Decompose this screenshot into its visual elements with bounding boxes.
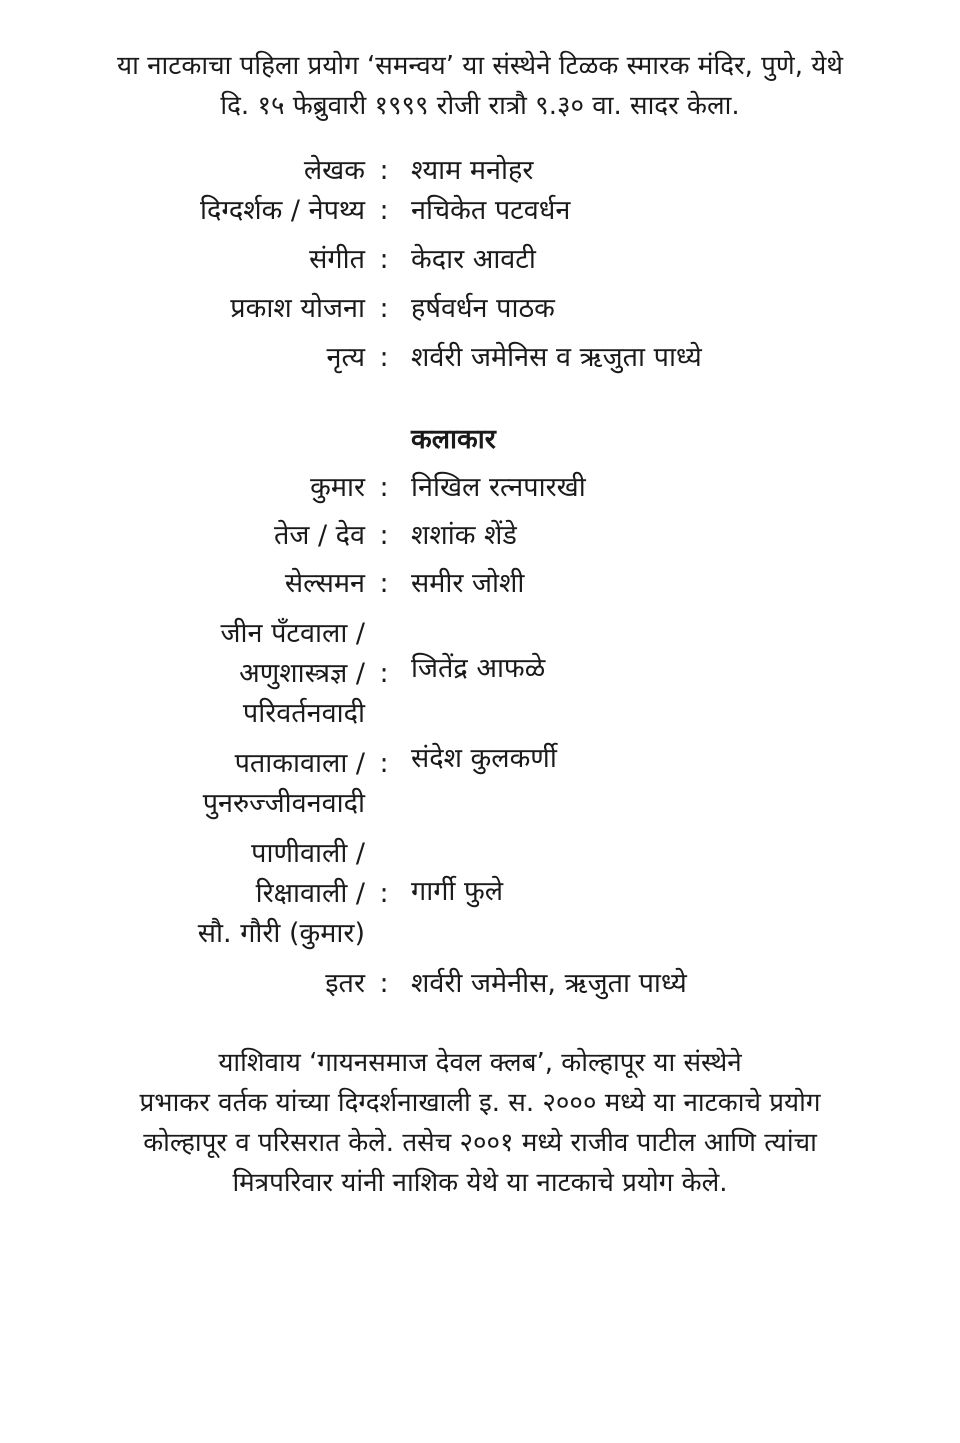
cast-row xyxy=(0,834,960,954)
cast-name: गार्गी फुले xyxy=(411,876,504,907)
intro-line-1: या नाटकाचा पहिला प्रयोग ‘समन्वय’ या संस्थेने टिळक स्मारक मंदिर, पुणे, येथे xyxy=(117,51,843,81)
credit-role: लेखक xyxy=(303,155,365,186)
credit-colon: : xyxy=(379,342,389,373)
cast-colon: : xyxy=(379,472,389,503)
cast-colon: : xyxy=(379,568,389,599)
cast-role: इतर xyxy=(325,968,365,999)
cast-role-line: अणुशास्त्रज्ञ / xyxy=(239,658,365,689)
cast-colon: : xyxy=(379,878,389,909)
cast-role-line: सौ. गौरी (कुमार) xyxy=(197,918,365,949)
outro-line-2: प्रभाकर वर्तक यांच्या दिग्दर्शनाखाली इ. स. २००० मध्ये या नाटकाचे प्रयोग xyxy=(139,1088,821,1118)
credit-role: प्रकाश योजना xyxy=(230,293,365,324)
credit-role: दिग्दर्शक / नेपथ्य xyxy=(199,195,365,226)
cast-colon: : xyxy=(379,520,389,551)
credit-row xyxy=(0,151,960,191)
credit-name: हर्षवर्धन पाठक xyxy=(411,293,555,324)
cast-role-line: जीन पँटवाला / xyxy=(220,618,365,649)
credit-row xyxy=(0,240,960,280)
cast-role: तेज / देव xyxy=(273,520,365,551)
intro-line-2: दि. १५ फेब्रुवारी १९९९ रोजी रात्रौ ९.३० वा. सादर केला. xyxy=(220,91,740,121)
cast-name: संदेश कुलकर्णी xyxy=(411,743,557,774)
cast-role-line: पताकावाला / xyxy=(234,748,365,779)
outro-line-1: याशिवाय ‘गायनसमाज देवल क्लब’, कोल्हापूर या संस्थेने xyxy=(218,1048,742,1078)
cast-row xyxy=(0,964,960,1004)
credit-colon: : xyxy=(379,244,389,275)
credit-role: नृत्य xyxy=(326,342,365,373)
cast-role-line: परिवर्तनवादी xyxy=(242,698,365,729)
credit-name: शर्वरी जमेनिस व ऋजुता पाध्ये xyxy=(411,342,702,373)
cast-role: सेल्समन xyxy=(284,568,365,599)
credit-row xyxy=(0,191,960,231)
credit-colon: : xyxy=(379,155,389,186)
cast-name: जितेंद्र आफळे xyxy=(411,653,546,684)
outro-line-4: मित्रपरिवार यांनी नाशिक येथे या नाटकाचे प्रयोग केले. xyxy=(232,1168,728,1198)
cast-name: शशांक शेंडे xyxy=(411,520,517,551)
cast-role: कुमार xyxy=(310,472,365,503)
credit-row xyxy=(0,338,960,378)
credit-colon: : xyxy=(379,293,389,324)
credit-colon: : xyxy=(379,195,389,226)
cast-name: शर्वरी जमेनीस, ऋजुता पाध्ये xyxy=(411,968,687,999)
cast-row xyxy=(0,516,960,556)
cast-colon: : xyxy=(379,748,389,779)
cast-colon: : xyxy=(379,658,389,689)
intro-paragraph xyxy=(40,46,920,126)
cast-role-line: पुनरुज्जीवनवादी xyxy=(202,788,365,819)
cast-colon: : xyxy=(379,968,389,999)
outro-line-3: कोल्हापूर व परिसरात केले. तसेच २००१ मध्ये राजीव पाटील आणि त्यांचा xyxy=(143,1128,817,1158)
cast-row xyxy=(0,468,960,508)
credit-role: संगीत xyxy=(309,244,365,275)
credit-row xyxy=(0,289,960,329)
cast-row xyxy=(0,614,960,734)
credit-name: केदार आवटी xyxy=(411,244,536,275)
cast-name: निखिल रत्नपारखी xyxy=(411,472,586,503)
credit-name: नचिकेत पटवर्धन xyxy=(411,195,571,226)
cast-row xyxy=(0,744,960,824)
cast-role-line: पाणीवाली / xyxy=(251,838,365,869)
cast-heading: कलाकार xyxy=(411,424,496,455)
outro-paragraph xyxy=(40,1043,920,1203)
cast-row xyxy=(0,564,960,604)
credit-name: श्याम मनोहर xyxy=(411,155,534,186)
cast-name: समीर जोशी xyxy=(411,568,525,599)
cast-role-line: रिक्षावाली / xyxy=(255,878,365,909)
